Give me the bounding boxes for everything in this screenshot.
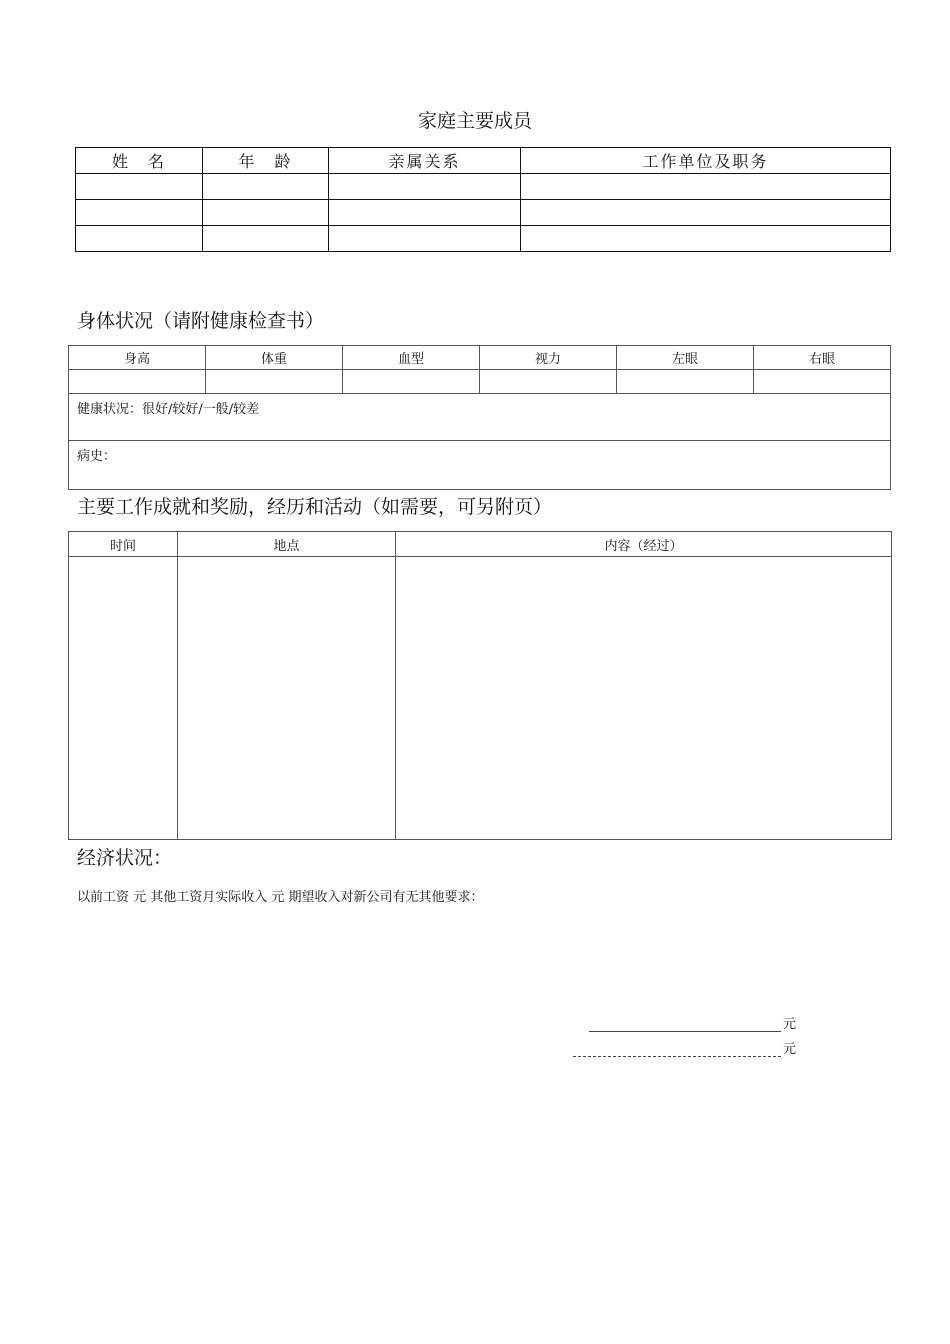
location-cell[interactable]: [178, 557, 396, 840]
family-members-title: 家庭主要成员: [417, 110, 532, 132]
health-status-row: [69, 394, 891, 441]
relation-cell[interactable]: [329, 226, 521, 252]
header-time: 时间: [69, 532, 178, 557]
table-header-row: [69, 532, 892, 557]
relation-cell[interactable]: [329, 174, 521, 200]
height-cell[interactable]: [69, 370, 206, 394]
employer-cell[interactable]: [521, 174, 891, 200]
header-vision: 视力: [480, 346, 617, 370]
right-eye-cell[interactable]: [754, 370, 891, 394]
left-eye-cell[interactable]: [617, 370, 754, 394]
header-weight: 体重: [206, 346, 343, 370]
name-cell[interactable]: [76, 200, 203, 226]
salary-blank-line: [573, 1038, 796, 1057]
table-header-row: [76, 148, 891, 174]
name-cell[interactable]: [76, 174, 203, 200]
relation-cell[interactable]: [329, 200, 521, 226]
age-cell[interactable]: [203, 174, 329, 200]
salary-blank-line: [589, 1013, 796, 1032]
vision-cell[interactable]: [480, 370, 617, 394]
table-row: [76, 200, 891, 226]
header-content: 内容（经过）: [396, 532, 892, 557]
name-cell[interactable]: [76, 226, 203, 252]
work-section-title: 主要工作成就和奖励，经历和活动（如需要，可另附页）: [77, 496, 553, 518]
health-status-cell[interactable]: 健康状况：很好/较好/一般/较差: [69, 394, 891, 441]
header-height: 身高: [69, 346, 206, 370]
header-right-eye: 右眼: [754, 346, 891, 370]
table-row: [69, 557, 892, 840]
header-relation: 亲属关系: [329, 148, 521, 174]
age-cell[interactable]: [203, 226, 329, 252]
header-blood-type: 血型: [343, 346, 480, 370]
medical-history-row: [69, 441, 891, 490]
health-section-title: 身体状况（请附健康检查书）: [77, 310, 325, 332]
header-employer: 工作单位及职务: [521, 148, 891, 174]
employer-cell[interactable]: [521, 226, 891, 252]
header-name: 姓 名: [76, 148, 203, 174]
header-age: 年 龄: [203, 148, 329, 174]
family-members-table: [75, 147, 891, 252]
table-row: [76, 174, 891, 200]
medical-history-cell[interactable]: 病史：: [69, 441, 891, 490]
currency-unit: 元: [782, 1042, 796, 1057]
economy-section-title: 经济状况：: [77, 847, 173, 869]
table-row: [69, 370, 891, 394]
salary-text: 以前工资 元 其他工资月实际收入 元 期望收入对新公司有无其他要求：: [77, 890, 484, 905]
time-cell[interactable]: [69, 557, 178, 840]
age-cell[interactable]: [203, 200, 329, 226]
weight-cell[interactable]: [206, 370, 343, 394]
fill-in-line[interactable]: [589, 1017, 781, 1032]
fill-in-line[interactable]: [573, 1047, 781, 1057]
health-table: [68, 345, 891, 490]
currency-unit: 元: [782, 1017, 796, 1032]
header-location: 地点: [178, 532, 396, 557]
employer-cell[interactable]: [521, 200, 891, 226]
work-history-table: [68, 531, 892, 840]
table-header-row: [69, 346, 891, 370]
header-left-eye: 左眼: [617, 346, 754, 370]
blood-type-cell[interactable]: [343, 370, 480, 394]
table-row: [76, 226, 891, 252]
content-cell[interactable]: [396, 557, 892, 840]
